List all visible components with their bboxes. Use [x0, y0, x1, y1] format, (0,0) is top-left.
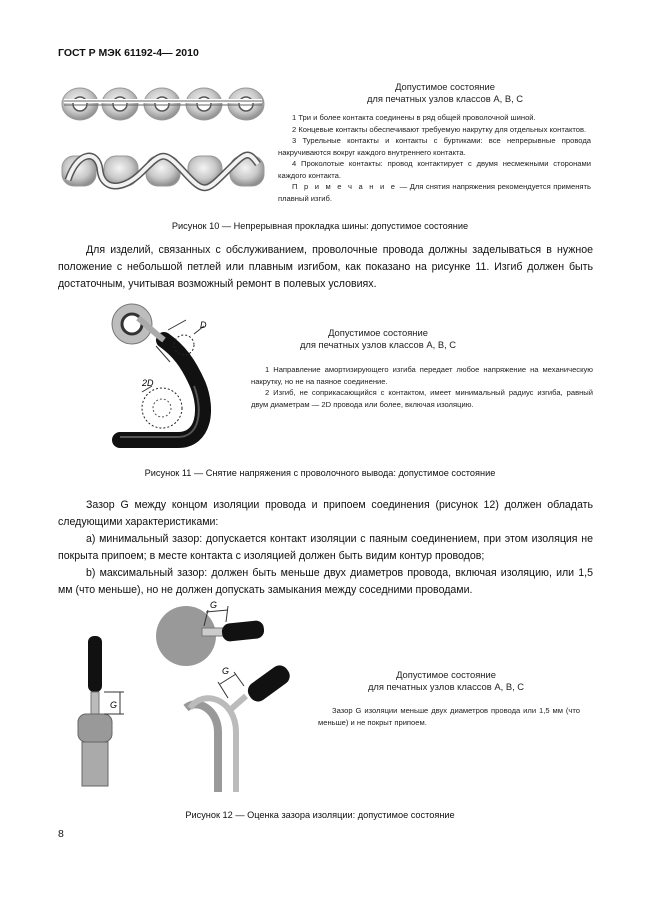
figure-12-condition-title-line2: для печатных узлов классов А, В, С [367, 681, 525, 692]
figure-12-note: Зазор G изоляции меньше двух диаметров провода или 1,5 мм (что меньше) и не покрыт припоем. [318, 706, 580, 727]
page-number: 8 [58, 828, 64, 840]
figure-10-note-3: 3 Турельные контакты и контакты с буртиками: все непрерывные провода накручиваются вокруг каждого внутреннего контакта. [278, 136, 591, 157]
paragraph-insulation-gap-item-a: а) минимальный зазор: допускается контакт изоляции с паяным соединением, при этом изоляция не покрыта припоем; в месте контакта с изоляцией должен быть видим контур проводов; [58, 533, 593, 562]
figure-10-note-4: 4 Проколотые контакты: провод контактирует с двумя несмежными сторонами каждого контакта. [278, 159, 591, 180]
figure-10-condition-title-line1: Допустимое состояние [395, 81, 495, 92]
turret-terminal-row [62, 88, 264, 120]
figure-10-note-label: П р и м е ч а н и е [292, 182, 398, 191]
document-header: ГОСТ Р МЭК 61192-4— 2010 [58, 47, 199, 59]
paragraph-strain-relief [58, 242, 593, 293]
figure-11-note-1: 1 Направление амортизирующего изгиба передает любое напряжение на механическую накрутку, но не на паяное соединение. [251, 365, 593, 386]
figure-12-label-g-left: G [110, 700, 118, 710]
figure-11-drawing [108, 300, 238, 460]
paragraph-insulation-gap-intro: Зазор G между концом изоляции провода и припоем соединения (рисунок 12) должен обладать следующими характеристиками: [58, 499, 593, 528]
insulated-wire [120, 340, 203, 440]
figure-12-notes [318, 705, 580, 728]
figure-11-label-d: D [200, 320, 207, 330]
figure-12-vertical-wire [78, 636, 124, 786]
figure-11-condition-title-line2: для печатных узлов классов А, В, С [299, 339, 457, 350]
figure-11-note-2: 2 Изгиб, не соприкасающийся с контактом, имеет минимальный радиус изгиба, равный двум диаметрам — 2D провода или более, включая изоляцию. [251, 388, 593, 409]
figure-11-condition-title-line1: Допустимое состояние [328, 327, 428, 338]
figure-12-condition-title-line1: Допустимое состояние [396, 669, 496, 680]
paragraph-strain-relief-text: Для изделий, связанных с обслуживанием, проволочные провода должны заделываться в нужное положение с небольшой петлей или плавным изгибом, как показано на рисунке 11. Изгиб должен быть достаточным, учитывая возможный ремонт в полевых условиях. [58, 244, 593, 290]
figure-10-note-1: 1 Три и более контакта соединены в ряд общей проволочной шиной. [292, 113, 536, 122]
figure-12-label-g-bottom: G [222, 666, 230, 676]
paragraph-insulation-gap-item-b: b) максимальный зазор: должен быть меньше двух диаметров провода, включая изоляцию, или 1,5 мм (что меньше), но не должен допускать замыкания между соседними проводами. [58, 567, 593, 596]
figure-11-label-2d: 2D [142, 378, 154, 388]
figure-10-note-5 [278, 181, 591, 204]
figure-11-caption: Рисунок 11 — Снятие напряжения с проволочного вывода: допустимое состояние [144, 468, 496, 478]
figure-10-note-5-text: — Для снятия напряжения рекомендуется применять плавный изгиб. [278, 182, 591, 203]
figure-12-hook-wire [186, 662, 293, 792]
figure-12-turret-wire [156, 600, 265, 666]
figure-12-caption: Рисунок 12 — Оценка зазора изоляции: допустимое состояние [185, 810, 455, 820]
figure-12-label-g-top: G [210, 600, 218, 610]
bifurcated-terminal-row [62, 155, 264, 188]
figure-10-condition-title-line2: для печатных узлов классов А, В, С [366, 93, 524, 104]
figure-10-caption: Рисунок 10 — Непрерывная прокладка шины: допустимое состояние [171, 221, 469, 231]
figure-12-drawing [68, 592, 308, 802]
figure-11-notes [251, 364, 593, 410]
figure-10-note-2: 2 Концевые контакты обеспечивают требуемую накрутку для отдельных контактов. [292, 124, 587, 134]
figure-10-notes [278, 112, 591, 204]
paragraph-insulation-gap [58, 497, 593, 599]
figure-10-drawing [58, 80, 270, 205]
